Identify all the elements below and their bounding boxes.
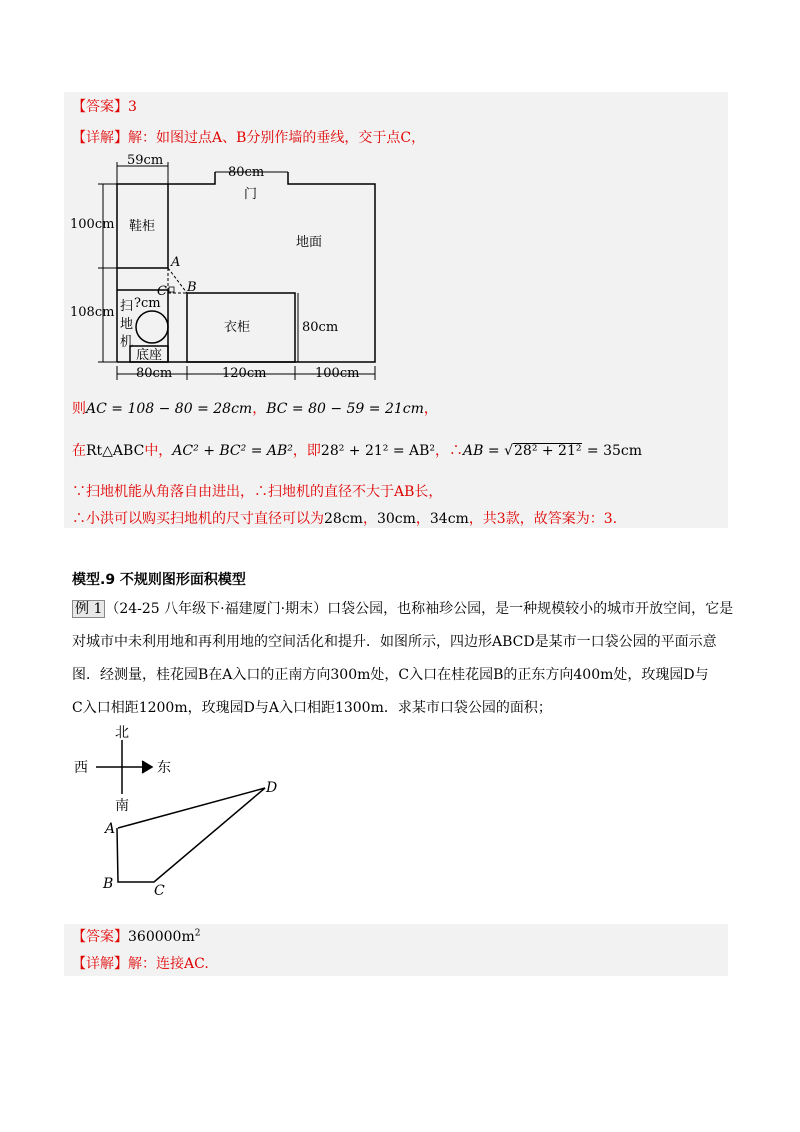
size-34: 34cm [429,511,469,527]
answer-line-2 [72,926,200,948]
example-line-3: 图．经测量，桂花园B在A入口的正南方向300m处，C入口在桂花园B的正东方向400m处，玫瑰园D与 [72,667,709,683]
detail2-tag: 【详解】 [72,956,128,972]
dim-59: 59cm [127,154,164,168]
room-diagram [70,154,390,386]
sweeper-label-1: 扫 [120,299,134,314]
calc-line-1 [72,398,438,420]
calc-prefix: 则 [72,401,86,417]
detail2-text: 解：连接AC. [128,956,209,972]
answer-line-1 [72,96,137,118]
park-diagram [70,720,290,900]
dim-100-bottom: 100cm [315,366,360,381]
point-B: B [187,280,197,295]
calc-line-2: 在Rt△ABC中，AC² + BC² = AB²，即28² + 21² = AB²，∴AB = √28² + 21² = 35cm [72,443,643,459]
wardrobe-label: 衣柜 [224,320,251,335]
detail-text: 解：如图过点A、B分别作墙的垂线，交于点C， [128,130,426,146]
sweeper-label-3: 机 [120,335,134,350]
vertex-C: C [154,883,165,899]
pythag-eq: AC² + BC² = AB² [172,443,293,459]
compass-west: 西 [74,760,88,776]
unknown-dim: ?cm [134,296,161,311]
sep-end: ， [423,401,438,417]
detail-line-1 [72,127,425,149]
detail-line-2 [72,953,209,975]
comma-2: ， [415,511,430,527]
vertex-A: A [105,821,116,837]
sep: ， [252,401,267,417]
dim-80-right: 80cm [302,320,339,335]
example-label: 例 1 [72,600,105,618]
eq-bc: BC = 80 − 59 = 21cm [266,401,424,417]
example-line-1 [72,598,733,620]
answer2-value: 360000m [128,929,195,945]
answer2-tag: 【答案】 [72,929,128,945]
floor-label: 地面 [296,235,323,250]
door-label: 门 [244,187,258,202]
pythag-eq-2: 28² + 21² = AB² [320,443,436,459]
example-text-1: （24-25 八年级下·福建厦门·期末）口袋公园，也称袖珍公园，是一种规模较小的城市开放空间，它是 [105,601,734,617]
eq-ac: AC = 108 − 80 = 28cm [86,401,253,417]
point-C: C [157,284,167,299]
dim-108: 108cm [70,305,115,320]
dim-80-bottom: 80cm [136,366,173,381]
shoe-cabinet-label: 鞋柜 [129,219,156,234]
calc4-post: ，共3款，故答案为：3. [468,511,618,527]
ab-label: AB = [463,443,505,459]
example-line-2: 对城市中未利用地和再利用地的空间活化和提升．如图所示，四边形ABCD是某市一口袋公园的平面示意 [72,634,717,650]
base-label: 底座 [136,348,163,363]
comma-1: ， [362,511,377,527]
example-line-4: C入口相距1200m，玫瑰园D与A入口相距1300m．求某市口袋公园的面积； [72,700,552,716]
vertex-D: D [266,780,278,796]
calc-line-4 [72,508,617,530]
calc2-mid: 中， [144,443,173,459]
vertex-B: B [103,876,114,892]
dim-120-bottom: 120cm [222,366,267,381]
sweeper-label-2: 地 [120,317,134,332]
calc2-ji: ，即 [292,443,321,459]
calc4-pre: ∴小洪可以购买扫地机的尺寸直径可以为 [72,511,324,527]
ab-result: = 35cm [582,443,643,459]
compass-north: 北 [115,725,129,741]
compass-south: 南 [115,798,129,814]
answer2-sup: 2 [194,928,201,939]
detail-tag: 【详解】 [72,130,128,146]
answer-tag: 【答案】 [72,99,128,115]
dim-80-top: 80cm [228,165,265,180]
size-28: 28cm [324,511,363,527]
calc-line-3: ∵扫地机能从角落自由进出，∴扫地机的直径不大于AB长， [72,484,443,500]
calc2-so: ，∴ [435,443,464,459]
section-heading: 模型.9 不规则图形面积模型 [72,572,246,588]
size-30: 30cm [376,511,416,527]
rt-triangle: Rt△ABC [86,443,145,459]
sqrt-radicand: 28² + 21² [514,443,582,459]
point-A: A [171,255,181,270]
dim-100: 100cm [70,217,115,232]
calc2-prefix: 在 [72,443,86,459]
compass-east: 东 [157,760,171,776]
answer-value: 3 [128,99,137,115]
